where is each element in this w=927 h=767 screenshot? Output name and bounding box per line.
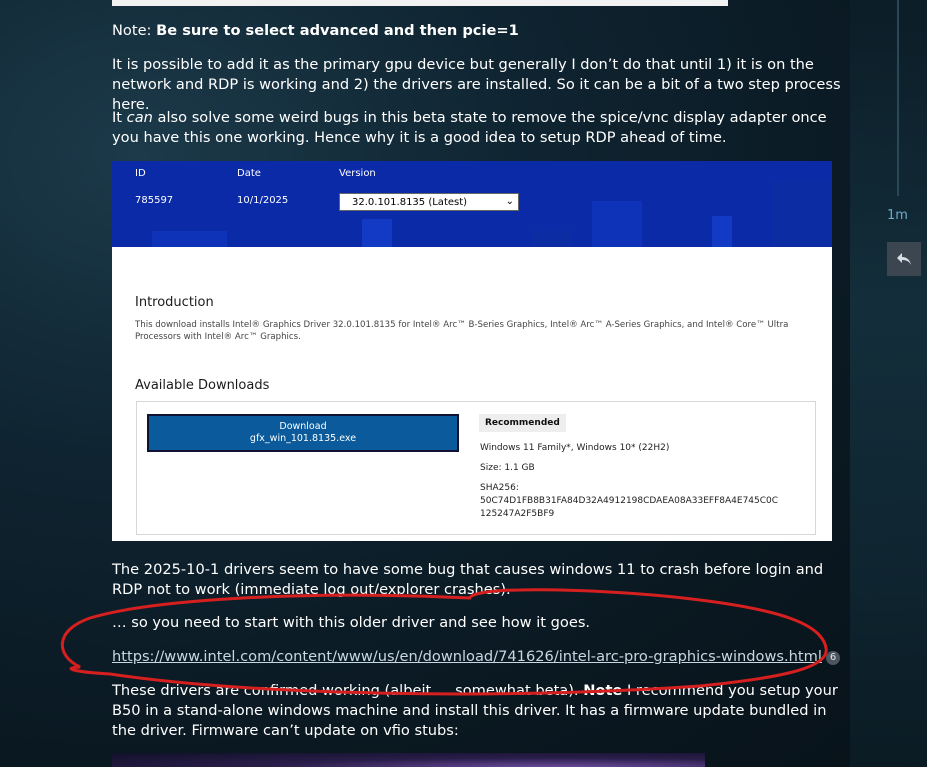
intel-download-screenshot[interactable] — [112, 161, 832, 541]
right-background — [850, 0, 927, 767]
link-paragraph — [112, 647, 852, 667]
sha-line-2: 125247A2F5BF9 — [480, 509, 555, 519]
recommended-badge: Recommended — [479, 414, 566, 432]
reply-icon — [896, 252, 912, 266]
download-file-name: gfx_win_101.8135.exe — [249, 433, 357, 444]
post-age[interactable]: 1m — [887, 208, 908, 223]
available-downloads-heading: Available Downloads — [135, 378, 270, 393]
chevron-down-icon: ⌄ — [505, 196, 514, 207]
date-label: Date — [237, 168, 261, 179]
header-pixel-block — [712, 216, 732, 247]
paragraph-2 — [112, 108, 852, 148]
header-pixel-block — [532, 231, 572, 247]
note-prefix: Note: — [112, 22, 152, 39]
p2-pre: It — [112, 109, 123, 126]
screenshot-header — [112, 161, 832, 247]
id-label: ID — [135, 168, 146, 179]
introduction-heading: Introduction — [135, 295, 214, 310]
note-paragraph — [112, 21, 852, 41]
header-pixel-block — [592, 201, 642, 247]
download-box — [136, 401, 816, 535]
introduction-text: This download installs Intel® Graphics Driver 32.0.101.8135 for Intel® Arc™ B-Series Graphics, Intel® Arc™ A-Series Graphics, and Intel® Core™ Ultra Processors with Intel® Arc™ Graphics. — [135, 320, 789, 342]
intel-driver-link[interactable]: https://www.intel.com/content/www/us/en/download/741626/intel-arc-pro-graphics-windows.html — [112, 648, 822, 665]
p2-emphasis: can — [126, 109, 153, 126]
version-select-value: 32.0.101.8135 (Latest) — [352, 196, 468, 208]
id-value: 785597 — [135, 195, 174, 206]
note-bold: Be sure to select advanced and then pcie=1 — [156, 22, 519, 39]
sha-line-1: 50C74D1FB8B31FA84D32A4912198CDAEA08A33EFF8A4E745C0C — [480, 496, 779, 506]
next-image-edge — [112, 753, 705, 767]
sha-label: SHA256: — [480, 483, 519, 493]
header-pixel-block — [362, 219, 392, 247]
p5-post: I recommend you setup your B50 in a stand-alone windows machine and install this driver. It has a firmware update bundled in the driver. Firmware can’t update on vfio stubs: — [112, 682, 838, 739]
version-label: Version — [339, 168, 376, 179]
p2-post: also solve some weird bugs in this beta state to remove the spice/vnc display adapter once you have this one working. Hence why it is a good idea to setup RDP ahead of time. — [112, 109, 827, 146]
paragraph-5 — [112, 681, 852, 741]
p5-note-bold: Note — [583, 682, 623, 699]
link-click-count: 6 — [826, 651, 840, 665]
paragraph-3: The 2025-10-1 drivers seem to have some bug that causes windows 11 to crash before login and RDP not to work (immediate log out/explorer crashes). — [112, 561, 824, 598]
os-support: Windows 11 Family*, Windows 10* (22H2) — [480, 443, 670, 453]
paragraph-1: It is possible to add it as the primary gpu device but generally I don’t do that until 1) it is on the network and RDP is working and 2) the drivers are installed. So it can be a bit of a two step process here. — [112, 56, 841, 113]
download-button[interactable] — [147, 414, 459, 452]
header-pixel-block — [772, 181, 832, 247]
file-size: Size: 1.1 GB — [480, 463, 535, 473]
p5-pre: These drivers are confirmed working (albeit … somewhat beta). — [112, 682, 579, 699]
timeline-line — [897, 0, 899, 196]
version-select[interactable] — [339, 193, 519, 211]
previous-image-edge — [112, 0, 728, 6]
reply-button[interactable] — [887, 242, 921, 276]
date-value: 10/1/2025 — [237, 195, 289, 206]
download-button-label: Download — [279, 421, 327, 432]
paragraph-4: … so you need to start with this older driver and see how it goes. — [112, 614, 591, 631]
header-pixel-block — [152, 231, 227, 247]
